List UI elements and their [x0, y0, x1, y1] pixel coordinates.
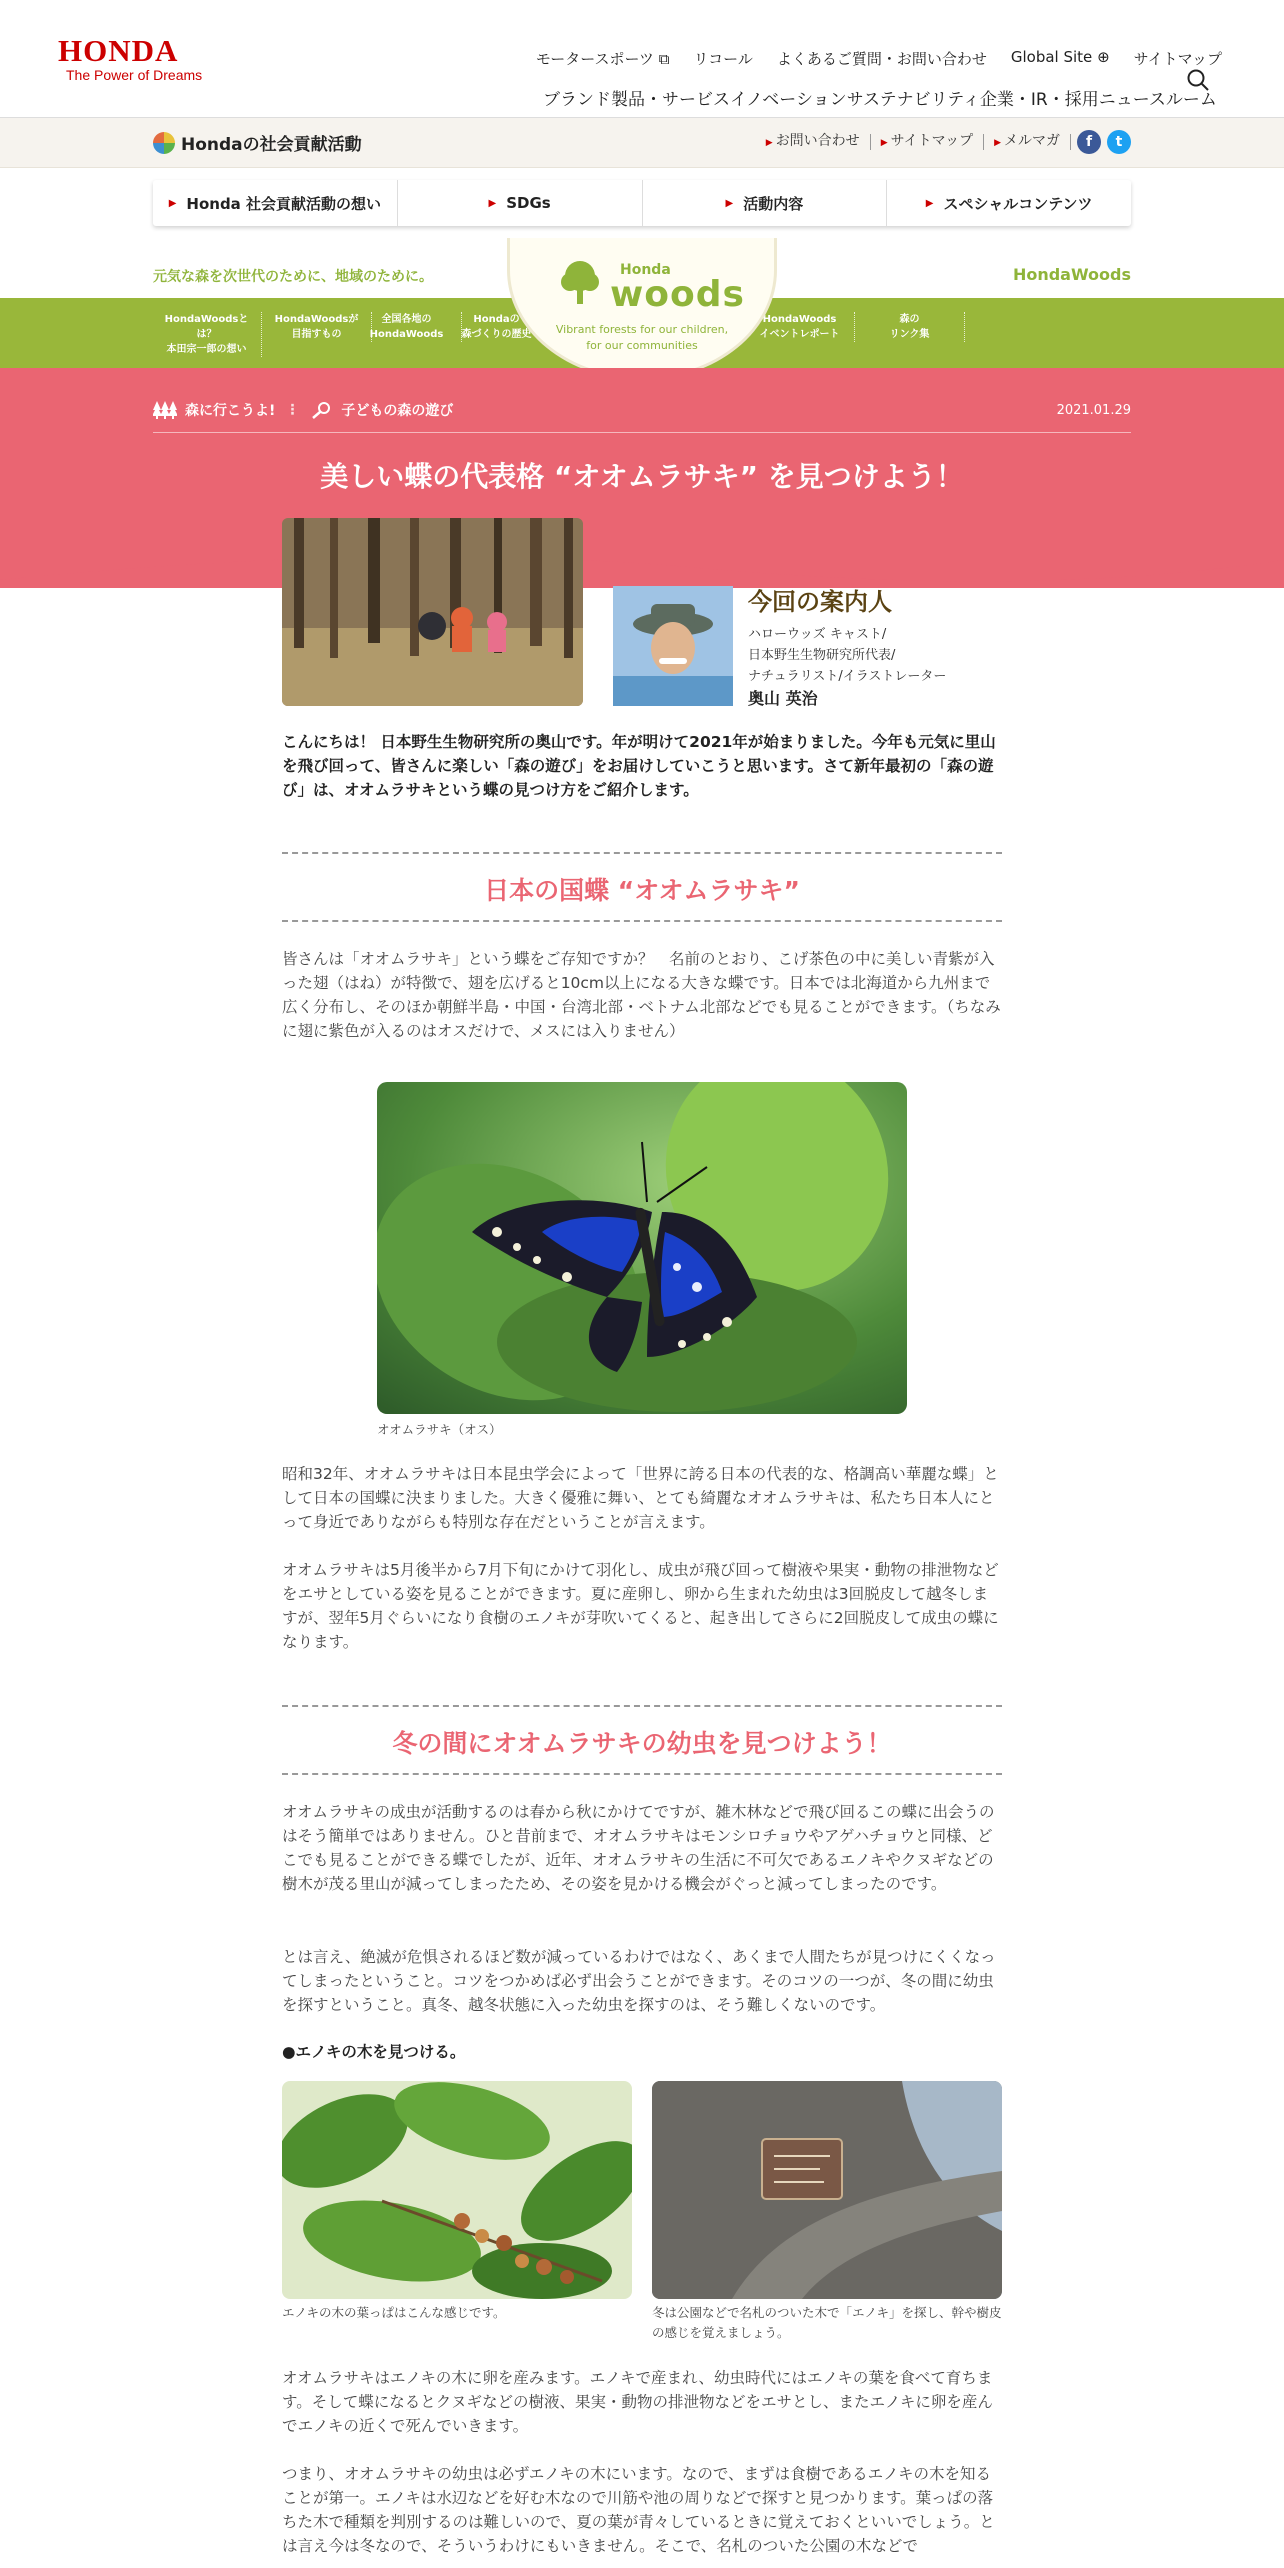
forest-photo: [282, 518, 583, 706]
search-icon[interactable]: [1186, 68, 1210, 92]
enoki-leaves-caption: エノキの木の葉っぱはこんな感じです。: [282, 2305, 506, 2320]
badge-honda: Honda: [620, 262, 671, 278]
util-link-faq[interactable]: よくあるご質問・お問い合わせ: [776, 50, 987, 68]
guide-portrait: [613, 586, 733, 706]
util-link-recall[interactable]: リコール: [693, 50, 753, 68]
csr-links: [756, 130, 1131, 154]
section1-paragraph-1: 皆さんは「オオムラサキ」という蝶をご存知ですか？ 名前のとおり、こげ茶色の中に美しい青紫が入った翅（はね）が特徴で、翅を広げると10cm以上になる大きな蝶です。日本では北海道から九州まで広く分布し、そのほか朝鮮半島・中国・台湾北部・ベトナム北部などでも見ることができます。（ちなみに翅に紫色が入るのはオスだけで、メスには入りません）: [282, 950, 1001, 1040]
section2-paragraph-3: オオムラサキはエノキの木に卵を産みます。エノキで産まれ、幼虫時代にはエノキの葉を食べて育ちます。そして蝶になるとクヌギなどの樹液、果実・動物の排泄物などをエサとし、またエノキに卵を産んでエノキの近くで死んでいきます。: [282, 2369, 993, 2435]
section-title-national-butterfly: 日本の国蝶 “オオムラサキ”: [484, 876, 800, 905]
nav-corporate[interactable]: 企業・IR・採用: [979, 90, 1099, 110]
magnifier-icon: [309, 401, 333, 419]
section2-paragraph-4: つまり、オオムラサキの幼虫は必ずエノキの木にいます。なので、まずは食樹であるエノキの木を知ることが第一。エノキは水辺などを好む木なので川筋や池の周りなどで探すと見つかります。葉っぱの落ちた木で種類を判別するのは難しいので、夏の葉が青々しているときに覚えておくといいでしょう。とは言え今は冬なので、そういうわけにもいきません。そこで、名札のついた公園の木などで: [282, 2465, 995, 2555]
nav-innovation[interactable]: イノベーション: [730, 90, 847, 110]
util-link-motorsports[interactable]: モータースポーツ ⧉: [535, 50, 670, 68]
util-link-global[interactable]: Global Site ⊕: [1010, 48, 1110, 66]
global-header: [0, 0, 1284, 118]
csr-link-contact[interactable]: ▶ お問い合わせ: [756, 134, 871, 150]
woods-tagline: 元気な森を次世代のために、地域のために。: [153, 269, 433, 285]
enoki-trunk-caption: 冬は公園などで名札のついた木で「エノキ」を探し、幹や樹皮の感じを覚えましょう。: [652, 2305, 1002, 2340]
section1-paragraph-3: オオムラサキは5月後半から7月下旬にかけて羽化し、成虫が飛び回って樹液や果実・動物の排泄物などをエサとしている姿を見ることができます。夏に産卵し、卵から生まれた幼虫は3回脱皮して越冬しますが、翌年5月ぐらいになり食樹のエノキが芽吹いてくると、起き出してさらに2回脱皮して成虫の蝶になります。: [282, 1561, 999, 1651]
enoki-leaves-photo: [282, 2081, 632, 2299]
csr-tabs: [153, 180, 1131, 226]
section-title-find-larvae: 冬の間にオオムラサキの幼虫を見つけよう！: [392, 1729, 892, 1758]
omurasaki-photo: [377, 1082, 907, 1414]
intro-paragraph: こんにちは！ 日本野生生物研究所の奥山です。年が明けて2021年が始まりました。今年も元気に里山を飛び回って、皆さんに楽しい「森の遊び」をお届けしていこうと思います。さて新年最初の「森の遊び」は、オオムラサキという蝶の見つけ方をご紹介します。: [282, 733, 996, 799]
omurasaki-caption: オオムラサキ（オス）: [377, 1422, 502, 1437]
nav-brand[interactable]: ブランド: [543, 90, 611, 110]
util-link-sitemap[interactable]: サイトマップ: [1133, 50, 1222, 68]
main-nav: [543, 85, 1217, 110]
enjoy-forest-title: 森に行こうよ!: [985, 624, 1105, 653]
woods-nav-goals[interactable]: HondaWoodsが 目指すもの: [262, 312, 372, 342]
honda-logo[interactable]: [58, 33, 238, 84]
nav-products[interactable]: 製品・サービス: [611, 90, 730, 110]
csr-bar: [0, 118, 1284, 168]
woods-nav-locations[interactable]: 全国各地の HondaWoods: [352, 312, 462, 342]
woods-nav-links[interactable]: 森の リンク集: [855, 312, 965, 342]
section2-paragraph-1: オオムラサキの成虫が活動するのは春から秋にかけてですが、雑木林などで飛び回るこの蝶に出会うのはそう簡単ではありません。ひと昔前まで、オオムラサキはモンシロチョウやアゲハチョウと同様、どこでも見ることができる蝶でしたが、近年、オオムラサキの生活に不可欠であるエノキやクヌギなどの樹木が茂る里山が減ってしまったため、その姿を見かける機会がぐっと減ってしまったのです。: [282, 1803, 995, 1893]
badge-subtitle: Vibrant forests for our children, for our communities: [555, 323, 729, 352]
article-title: 美しい蝶の代表格 “オオムラサキ” を見つけよう！: [320, 460, 964, 493]
section-divider: [282, 1773, 1002, 1775]
utility-nav: [536, 48, 1222, 69]
globe-icon: ⊕: [1097, 48, 1110, 66]
tab-philosophy[interactable]: ▶ Honda 社会貢献活動の想い: [153, 180, 398, 226]
enjoy-forest-link[interactable]: [985, 599, 1105, 659]
guide-heading: 今回の案内人: [748, 588, 892, 616]
breadcrumb-separator: ⋮: [285, 402, 300, 418]
trees-icon: [153, 401, 177, 419]
csr-title-text: Hondaの社会貢献活動: [181, 135, 362, 155]
breadcrumb-kids-play[interactable]: 子どもの森の遊び: [341, 403, 454, 419]
twitter-icon[interactable]: t: [1107, 130, 1131, 154]
tab-special[interactable]: ▶ スペシャルコンテンツ: [887, 180, 1131, 226]
nav-sustainability[interactable]: サステナビリティ: [846, 90, 980, 110]
woods-nav-about[interactable]: HondaWoodsとは？ 本田宗一郎の想い: [152, 312, 262, 357]
woods-nav-events[interactable]: HondaWoods イベントレポート: [745, 312, 855, 342]
breadcrumb: [153, 400, 453, 420]
csr-home-link[interactable]: [153, 130, 362, 155]
guide-name: 奥山 英治: [748, 689, 818, 708]
section-divider: [282, 1705, 1002, 1707]
woods-nav-history[interactable]: Hondaの 森づくりの歴史: [442, 312, 552, 342]
badge-woods: woods: [610, 274, 745, 315]
csr-link-mailmag[interactable]: ▶ メルマガ: [984, 134, 1071, 150]
breadcrumb-forest[interactable]: 森に行こうよ!: [185, 403, 276, 419]
logo-tagline: The Power of Dreams: [66, 67, 203, 83]
facebook-icon[interactable]: f: [1077, 130, 1101, 154]
csr-logo-icon: [153, 132, 175, 154]
csr-link-sitemap[interactable]: ▶ サイトマップ: [871, 134, 984, 150]
section-divider: [282, 852, 1002, 854]
section-divider: [282, 920, 1002, 922]
tree-icon: [558, 258, 602, 306]
section1-paragraph-2: 昭和32年、オオムラサキは日本昆虫学会によって「世界に誇る日本の代表的な、格調高い華麗な蝶」として日本の国蝶に決まりました。大きく優雅に舞い、とても綺麗なオオムラサキは、私たち日本人にとって身近でありながらも特別な存在だということが言えます。: [282, 1465, 999, 1531]
guide-role: ハローウッズ キャスト/ 日本野生生物研究所代表/ ナチュラリスト/イラストレーター: [748, 627, 947, 684]
subhead-find-enoki: ●エノキの木を見つける。: [282, 2043, 466, 2061]
enjoy-forest-label: Enjoy-Forest: [1005, 599, 1085, 624]
hero-divider: [153, 432, 1131, 433]
nav-newsroom[interactable]: ニュースルーム: [1098, 90, 1217, 110]
enoki-trunk-photo: [652, 2081, 1002, 2299]
tab-activities[interactable]: ▶ 活動内容: [643, 180, 888, 226]
section2-paragraph-2: とは言え、絶滅が危惧されるほど数が減っているわけではなく、あくまで人間たちが見つけにくくなってしまったということ。コツをつかめば必ず出会うことができます。そのコツの一つが、冬の間に幼虫を探すということ。真冬、越冬状態に入った幼虫を探すのは、そう難しくないのです。: [282, 1948, 996, 2014]
external-link-icon: ⧉: [658, 50, 670, 68]
article-date: 2021.01.29: [1056, 403, 1131, 418]
logo-wordmark: HONDA: [58, 33, 179, 68]
tab-sdgs[interactable]: ▶ SDGs: [398, 180, 643, 226]
woods-name: HondaWoods: [1012, 265, 1131, 284]
